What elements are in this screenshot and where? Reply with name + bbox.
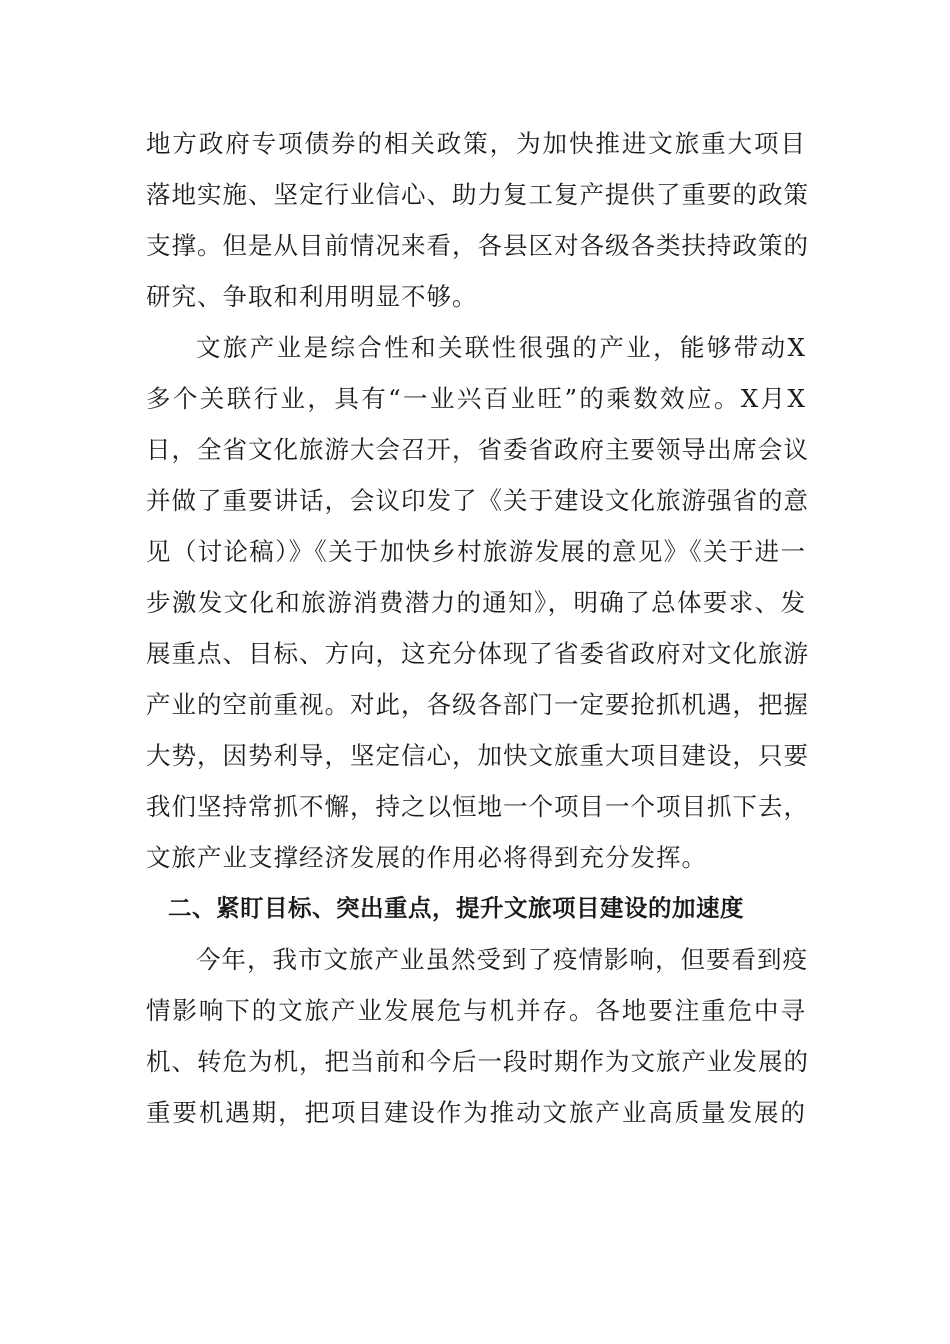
text-line: 文旅产业是综合性和关联性很强的产业，能够带动X [196,333,806,362]
text-line: 我们坚持常抓不懈，持之以恒地一个项目一个项目抓下去， [146,792,809,821]
text-line: 地方政府专项债券的相关政策，为加快推进文旅重大项目 [146,129,806,158]
text-line: 多个关联行业，具有“一业兴百业旺”的乘数效应。X月X [146,384,806,413]
text-line: 见（讨论稿）》《关于加快乡村旅游发展的意见》《关于进一 [146,537,806,566]
text-line: 文旅产业支撑经济发展的作用必将得到充分发挥。 [146,843,707,872]
text-line: 研究、争取和利用明显不够。 [146,282,478,311]
document-page [146,118,809,1138]
text-line: 并做了重要讲话，会议印发了《关于建设文化旅游强省的意 [146,486,809,515]
text-line: 机、转危为机，把当前和今后一段时期作为文旅产业发展的 [146,1047,809,1076]
text-line: 今年，我市文旅产业虽然受到了疫情影响，但要看到疫 [196,945,808,974]
text-line: 支撑。但是从目前情况来看，各县区对各级各类扶持政策的 [146,231,809,260]
section-heading: 二、紧盯目标、突出重点，提升文旅项目建设的加速度 [168,894,744,922]
text-line: 日，全省文化旅游大会召开，省委省政府主要领导出席会议 [146,435,809,464]
paragraph-1 [146,118,809,322]
text-line: 步激发文化和旅游消费潜力的通知》，明确了总体要求、发 [146,588,806,617]
text-line: 重要机遇期，把项目建设作为推动文旅产业高质量发展的 [146,1098,806,1127]
paragraph-3 [146,934,809,1138]
text-line: 落地实施、坚定行业信心、助力复工复产提供了重要的政策 [146,180,809,209]
text-line: 产业的空前重视。对此，各级各部门一定要抢抓机遇，把握 [146,690,809,719]
text-line: 展重点、目标、方向，这充分体现了省委省政府对文化旅游 [146,639,809,668]
paragraph-2 [146,322,809,883]
text-line: 情影响下的文旅产业发展危与机并存。各地要注重危中寻 [146,996,806,1025]
text-line: 大势，因势利导，坚定信心，加快文旅重大项目建设，只要 [146,741,809,770]
